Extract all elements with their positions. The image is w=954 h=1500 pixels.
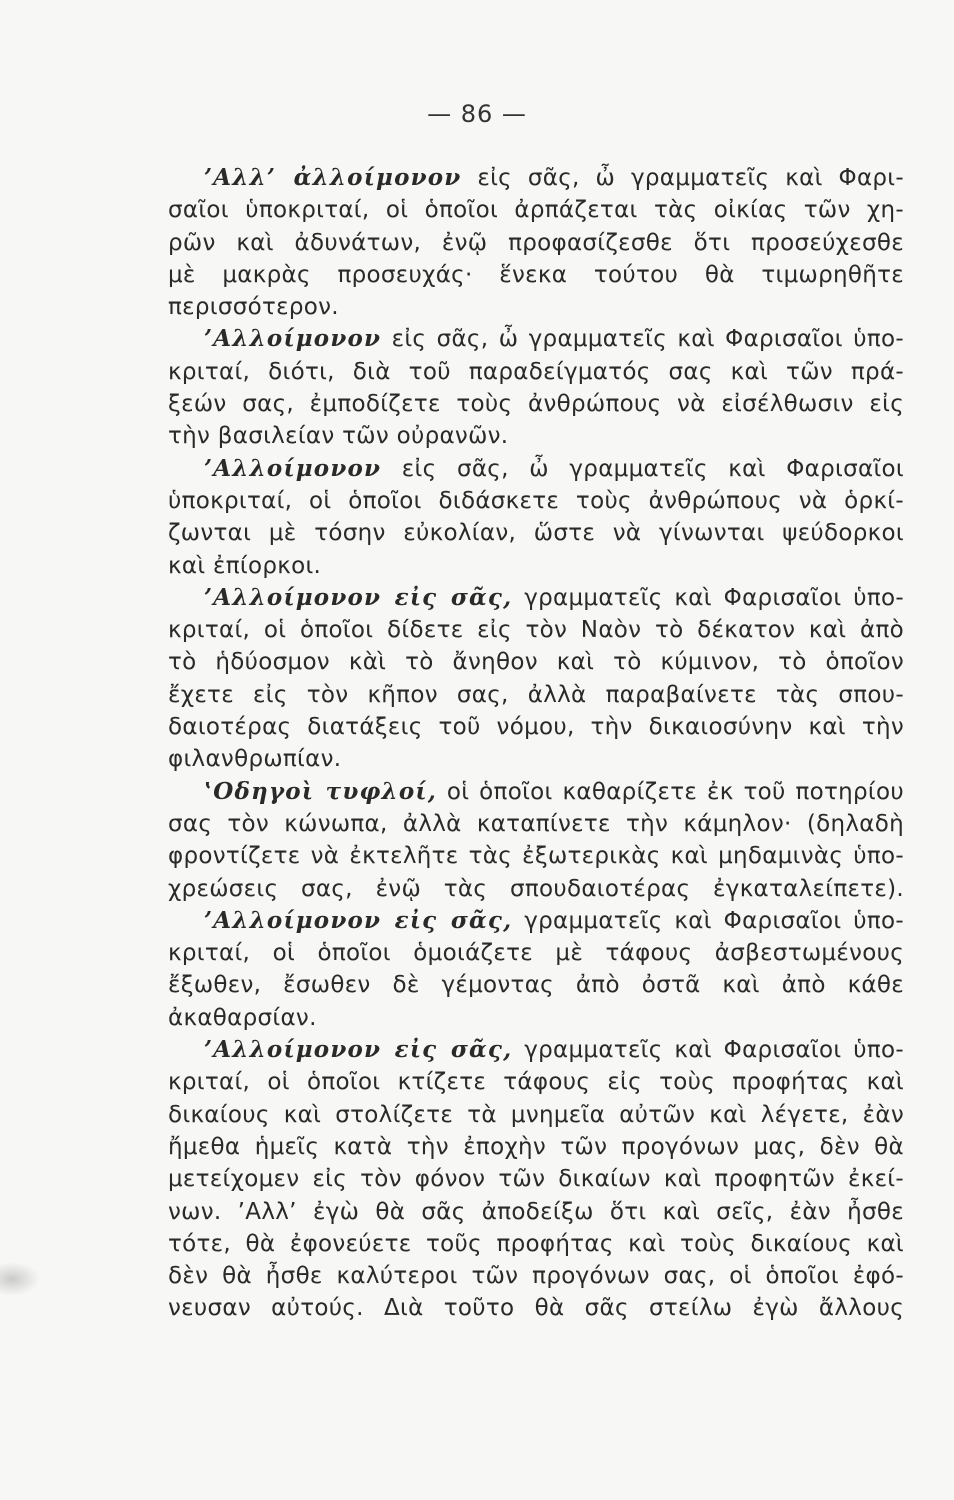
line-text: ξεών σας, ἐμποδίζετε τοὺς ἀνθρώπους νὰ εἰσέλθωσιν εἰς [168, 391, 904, 418]
body-text [168, 162, 904, 1325]
text-line [168, 711, 904, 743]
line-text: γραμματεῖς καὶ Φαρισαῖοι ὑπο- [512, 584, 904, 611]
line-text: φιλανθρωπίαν. [168, 746, 342, 773]
emphasized-phrase: ‛Οδηγοὶ τυφλοί, [204, 777, 437, 805]
line-text: γραμματεῖς καὶ Φαρισαῖοι ὑπο- [512, 1037, 904, 1064]
line-text: καὶ ἐπίορκοι. [168, 552, 322, 579]
line-text: ρῶν καὶ ἀδυνάτων, ἐνῷ προφασίζεσθε ὅτι προσεύχεσθε [168, 229, 904, 256]
text-line [168, 194, 904, 226]
text-line [168, 582, 904, 614]
text-line [168, 485, 904, 517]
text-line [168, 388, 904, 420]
line-text: μὲ μακρὰς προσευχάς· ἕνεκα τούτου θὰ τιμωρηθῆτε [168, 261, 904, 288]
emphasized-phrase: ’Αλλοίμονον εἰς σᾶς, [204, 583, 513, 611]
line-text: σας τὸν κώνωπα, ἀλλὰ καταπίνετε τὴν κάμηλον· (δηλαδὴ [168, 810, 904, 837]
line-text: σαῖοι ὑποκριταί, οἱ ὁποῖοι ἀρπάζεται τὰς οἰκίας τῶν χη- [168, 197, 904, 224]
line-text: τὸ ἡδύοσμον κὰὶ τὸ ἄνηθον καὶ τὸ κύμινον, τὸ ὁποῖον [168, 649, 904, 676]
text-line [168, 259, 904, 291]
text-line [168, 969, 904, 1001]
text-line [168, 323, 904, 355]
text-line [168, 776, 904, 808]
text-line [168, 905, 904, 937]
text-line [168, 1099, 904, 1131]
line-text: ἤμεθα ἡμεῖς κατὰ τὴν ἐποχὴν τῶν προγόνων μας, δὲν θὰ [168, 1133, 904, 1160]
emphasized-phrase: ’Αλλοίμονον [204, 454, 382, 482]
line-text: μετείχομεν εἰς τὸν φόνον τῶν δικαίων καὶ προφητῶν ἐκεί- [168, 1166, 904, 1193]
emphasized-phrase: ’Αλλοίμονον [204, 325, 382, 353]
line-text: χρεώσεις σας, ἐνῷ τὰς σπουδαιοτέρας ἐγκαταλείπετε). [168, 875, 904, 902]
text-line [168, 1292, 904, 1324]
line-text: δαιοτέρας διατάξεις τοῦ νόμου, τὴν δικαιοσύνην καὶ τὴν [168, 714, 904, 741]
text-line [168, 937, 904, 969]
text-line [168, 291, 904, 323]
text-line [168, 808, 904, 840]
text-line [168, 162, 904, 194]
emphasized-phrase: ’Αλλοίμονον εἰς σᾶς, [204, 906, 513, 934]
line-text: δικαίους καὶ στολίζετε τὰ μνημεῖα αὐτῶν καὶ λέγετε, ἐὰν [168, 1101, 904, 1128]
text-line [168, 1196, 904, 1228]
text-line [168, 453, 904, 485]
line-text: εἰς σᾶς, ὦ γραμματεῖς καὶ Φαρι- [461, 165, 904, 191]
emphasized-phrase: ’Αλλ’ ἀλλοίμονον [204, 164, 462, 191]
line-text: ὑποκριταί, οἱ ὁποῖοι διδάσκετε τοὺς ἀνθρώπους νὰ ὁρκί- [168, 487, 904, 514]
text-line [168, 420, 904, 452]
ink-smudge [0, 1262, 40, 1296]
line-text: κριταί, οἱ ὁποῖοι δίδετε εἰς τὸν Ναὸν τὸ δέκατον καὶ ἀπὸ [168, 617, 904, 644]
line-text: φροντίζετε νὰ ἐκτελῆτε τὰς ἐξωτερικὰς καὶ μηδαμινὰς ὑπο- [168, 843, 904, 870]
line-text: εἰς σᾶς, ὦ γραμματεῖς καὶ Φαρισαῖοι [381, 455, 904, 482]
line-text: τότε, θὰ ἐφονεύετε τοῦς προφήτας καὶ τοὺς δικαίους καὶ [168, 1230, 904, 1257]
page-number: — 86 — [427, 100, 527, 128]
line-text: οἱ ὁποῖοι καθαρίζετε ἐκ τοῦ ποτηρίου [436, 778, 904, 805]
text-line [168, 1002, 904, 1034]
text-line [168, 227, 904, 259]
text-line [168, 873, 904, 905]
line-text: νων. ’Αλλ’ ἐγὼ θὰ σᾶς ἀποδείξω ὅτι καὶ σεῖς, ἐὰν ἦσθε [168, 1198, 904, 1225]
text-line [168, 743, 904, 775]
text-line [168, 356, 904, 388]
line-text: κριταί, οἱ ὁποῖοι κτίζετε τάφους εἰς τοὺς προφήτας καὶ [168, 1069, 904, 1096]
line-text: γραμματεῖς καὶ Φαρισαῖοι ὑπο- [512, 907, 904, 934]
text-line [168, 1066, 904, 1098]
line-text: ζωνται μὲ τόσην εὐκολίαν, ὥστε νὰ γίνωνται ψεύδορκοι [168, 520, 904, 547]
line-text: περισσότερον. [168, 294, 339, 321]
text-line [168, 1131, 904, 1163]
line-text: ἀκαθαρσίαν. [168, 1004, 317, 1031]
text-line [168, 1260, 904, 1292]
line-text: κριταί, διότι, διὰ τοῦ παραδείγματός σας καὶ τῶν πρά- [168, 358, 904, 385]
text-line [168, 679, 904, 711]
text-line [168, 550, 904, 582]
text-line [168, 517, 904, 549]
line-text: εἰς σᾶς, ὦ γραμματεῖς καὶ Φαρισαῖοι ὑπο- [381, 326, 904, 353]
text-line [168, 1228, 904, 1260]
text-line [168, 840, 904, 872]
text-line [168, 614, 904, 646]
line-text: τὴν βασιλείαν τῶν οὐρανῶν. [168, 423, 509, 450]
text-line [168, 1034, 904, 1066]
line-text: ἔχετε εἰς τὸν κῆπον σας, ἀλλὰ παραβαίνετε τὰς σπου- [168, 681, 904, 708]
line-text: νευσαν αὐτούς. Διὰ τοῦτο θὰ σᾶς στείλω ἐγὼ ἄλλους [168, 1295, 904, 1322]
text-line [168, 1163, 904, 1195]
line-text: δὲν θὰ ἦσθε καλύτεροι τῶν προγόνων σας, οἱ ὁποῖοι ἐφό- [168, 1263, 904, 1290]
line-text: ἔξωθεν, ἔσωθεν δὲ γέμοντας ἀπὸ ὀστᾶ καὶ ἀπὸ κάθε [168, 972, 904, 999]
line-text: κριταί, οἱ ὁποῖοι ὁμοιάζετε μὲ τάφους ἀσβεστωμένους [168, 940, 904, 967]
emphasized-phrase: ’Αλλοίμονον εἰς σᾶς, [204, 1036, 513, 1064]
text-line [168, 646, 904, 678]
